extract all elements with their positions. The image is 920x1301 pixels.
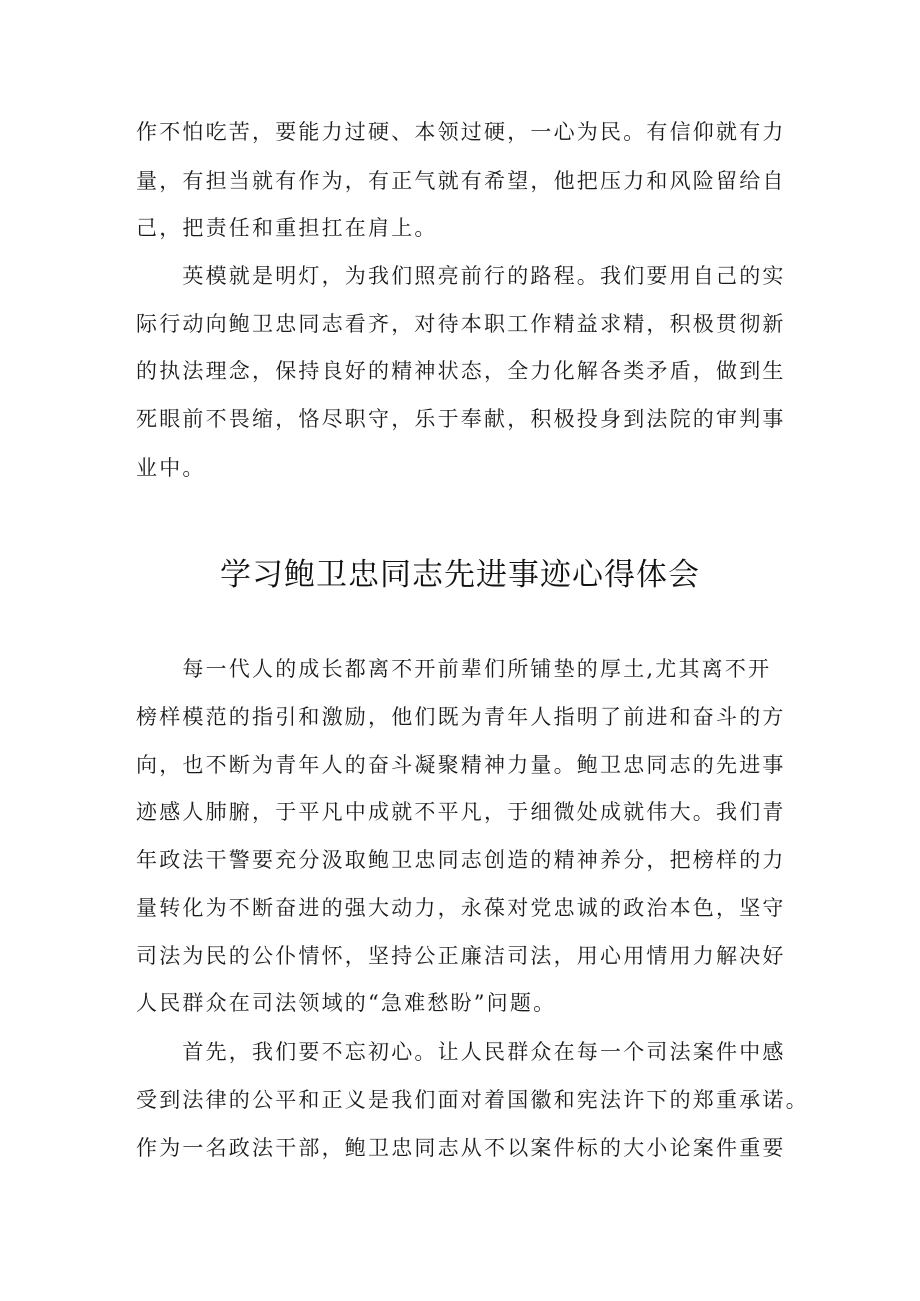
paragraph-line: 量，有担当就有作为，有正气就有希望，他把压力和风险留给自 xyxy=(136,169,786,193)
paragraph-line: 每一代人的成长都离不开前辈们所铺垫的厚土,尤其离不开 xyxy=(136,657,772,681)
paragraph-line: 己，把责任和重担扛在肩上。 xyxy=(136,216,438,240)
paragraph-line: 的执法理念，保持良好的精神状态，全力化解各类矛盾，做到生 xyxy=(136,359,786,383)
paragraph-line: 司法为民的公仆情怀，坚持公正廉洁司法，用心用情用力解决好 xyxy=(136,944,786,968)
paragraph-line: 首先，我们要不忘初心。让人民群众在每一个司法案件中感 xyxy=(136,1040,786,1064)
paragraph-line: 量转化为不断奋进的强大动力，永葆对党忠诚的政治本色，坚守 xyxy=(136,896,786,920)
paragraph-line: 作为一名政法干部，鲍卫忠同志从不以案件标的大小论案件重要 xyxy=(136,1136,786,1160)
paragraph-line: 死眼前不畏缩，恪尽职守，乐于奉献，积极投身到法院的审判事 xyxy=(136,407,786,431)
paragraph-line: 榜样模范的指引和激励，他们既为青年人指明了前进和奋斗的方 xyxy=(136,705,786,729)
paragraph-line: 向，也不断为青年人的奋斗凝聚精神力量。鲍卫忠同志的先进事 xyxy=(136,753,786,777)
paragraph-line: 际行动向鲍卫忠同志看齐，对待本职工作精益求精，积极贯彻新 xyxy=(136,312,786,336)
paragraph-line: 受到法律的公平和正义是我们面对着国徽和宪法许下的郑重承诺。 xyxy=(136,1088,809,1112)
paragraph-line: 迹感人肺腑，于平凡中成就不平凡，于细微处成就伟大。我们青 xyxy=(136,800,786,824)
paragraph-line: 业中。 xyxy=(136,456,206,480)
paragraph-line: 作不怕吃苦，要能力过硬、本领过硬，一心为民。有信仰就有力 xyxy=(136,120,786,144)
article-title: 学习鲍卫忠同志先进事迹心得体会 xyxy=(220,557,700,593)
paragraph-line: 人民群众在司法领域的“急难愁盼”问题。 xyxy=(136,991,557,1015)
paragraph-line: 英模就是明灯，为我们照亮前行的路程。我们要用自己的实 xyxy=(136,264,786,288)
paragraph-line: 年政法干警要充分汲取鲍卫忠同志创造的精神养分，把榜样的力 xyxy=(136,848,786,872)
